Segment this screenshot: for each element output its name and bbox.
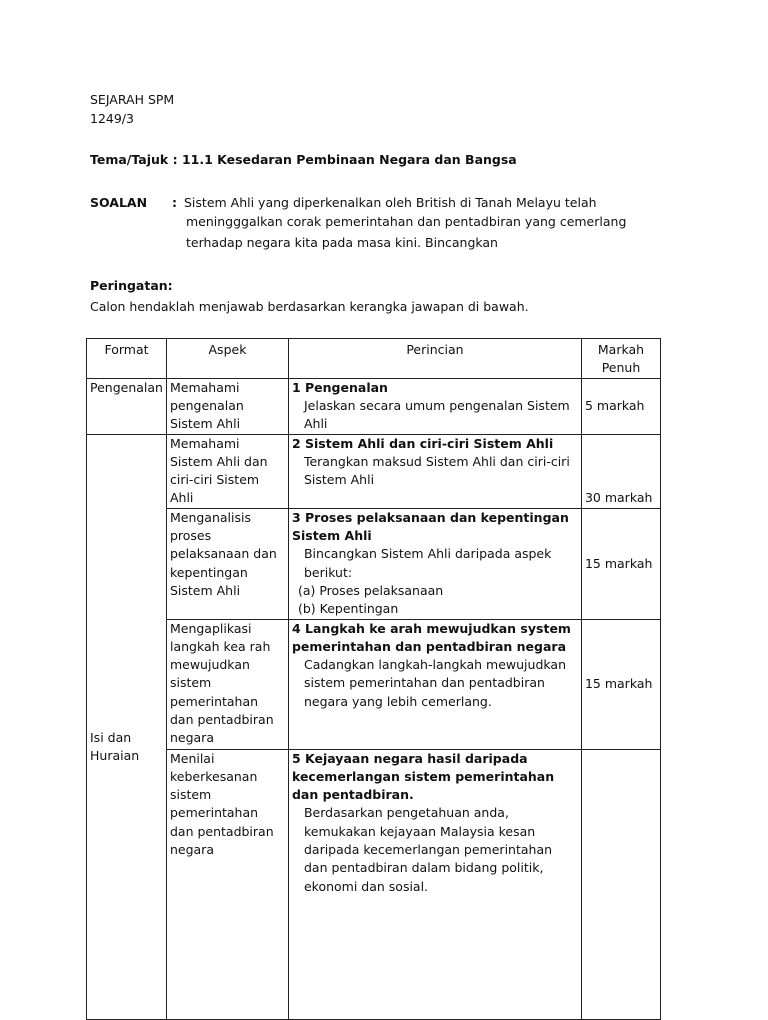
tema-heading: [90, 151, 517, 169]
perincian-desc: Berdasarkan pengetahuan anda, kemukakan kejayaan Malaysia kesan daripada kecemerlangan pemerintahan dan pentadbiran dalam bidang politik, ekonomi dan sosial.: [303, 805, 553, 894]
perincian-cell: [288, 378, 581, 434]
perincian-desc: Cadangkan langkah-langkah mewujudkan sistem pemerintahan dan pentadbiran negara yang lebih cemerlang.: [303, 657, 566, 709]
peringatan-title: Peringatan:: [90, 278, 173, 293]
soalan-line-3: terhadap negara kita pada masa kini. Bincangkan: [186, 235, 498, 250]
soalan-line-2: meningggalkan corak pemerintahan dan pentadbiran yang cemerlang: [186, 214, 627, 229]
header-aspek: Aspek: [166, 339, 288, 379]
header-markah-line1: Markah: [597, 342, 645, 357]
header-format: Format: [87, 339, 167, 379]
tema-label: Tema/Tajuk :: [90, 152, 178, 167]
aspek-cell: Memahami pengenalan Sistem Ahli: [166, 378, 288, 434]
table-row: [87, 749, 661, 1019]
format-pengenalan: Pengenalan: [87, 378, 167, 434]
perincian-sub-b: (b) Kepentingan: [297, 601, 399, 617]
header-perincian: Perincian: [288, 339, 581, 379]
perincian-title: 2 Sistem Ahli dan ciri-ciri Sistem Ahli: [291, 435, 554, 451]
perincian-sub-a: (a) Proses pelaksanaan: [297, 582, 444, 598]
aspek-cell: Menilai keberkesanan sistem pemerintahan dan pentadbiran negara: [166, 749, 288, 1019]
perincian-cell: [288, 619, 581, 749]
format-isi-label: Isi dan Huraian: [90, 729, 140, 763]
perincian-title: 3 Proses pelaksanaan dan kepentingan Sistem Ahli: [291, 509, 569, 544]
subject-code: 1249/3: [90, 111, 134, 126]
markah-cell: 15 markah: [581, 508, 660, 619]
table-header-row: [87, 339, 661, 379]
markah-cell: [581, 749, 660, 1019]
soalan-colon: :: [172, 195, 177, 210]
header-markah: [581, 339, 660, 379]
peringatan-text: Calon hendaklah menjawab berdasarkan kerangka jawapan di bawah.: [90, 299, 529, 314]
perincian-title: 4 Langkah ke arah mewujudkan system pemerintahan dan pentadbiran negara: [291, 620, 571, 654]
perincian-desc: Bincangkan Sistem Ahli daripada aspek berikut:: [303, 546, 552, 580]
perincian-desc: Terangkan maksud Sistem Ahli dan ciri-ciri Sistem Ahli: [303, 453, 570, 488]
soalan-line-1: Sistem Ahli yang diperkenalkan oleh British di Tanah Melayu telah: [184, 195, 597, 210]
tema-value: 11.1 Kesedaran Pembinaan Negara dan Bangsa: [181, 152, 517, 167]
header-markah-line2: Penuh: [601, 360, 641, 376]
perincian-title: 1 Pengenalan: [291, 379, 388, 395]
markah-cell: 15 markah: [581, 619, 660, 749]
table-row: [87, 378, 661, 434]
aspek-cell: Memahami Sistem Ahli dan ciri-ciri Sistem Ahli: [166, 434, 288, 508]
aspek-cell: Mengaplikasi langkah kea rah mewujudkan sistem pemerintahan dan pentadbiran negara: [166, 619, 288, 749]
answer-framework-table: [86, 338, 661, 1020]
table-row: [87, 508, 661, 619]
perincian-title: 5 Kejayaan negara hasil daripada kecemerlangan sistem pemerintahan dan pentadbiran.: [291, 750, 555, 803]
aspek-cell: Menganalisis proses pelaksanaan dan kepentingan Sistem Ahli: [166, 508, 288, 619]
perincian-desc: Jelaskan secara umum pengenalan Sistem Ahli: [303, 397, 570, 432]
table-row: [87, 619, 661, 749]
table-row: [87, 434, 661, 508]
markah-cell: 30 markah: [581, 434, 660, 508]
perincian-cell: [288, 749, 581, 1019]
perincian-cell: [288, 508, 581, 619]
format-isi-huraian: [87, 434, 167, 1019]
perincian-cell: [288, 434, 581, 508]
soalan-label: SOALAN: [90, 195, 148, 210]
markah-cell: 5 markah: [581, 378, 660, 434]
subject-title: SEJARAH SPM: [90, 92, 175, 107]
